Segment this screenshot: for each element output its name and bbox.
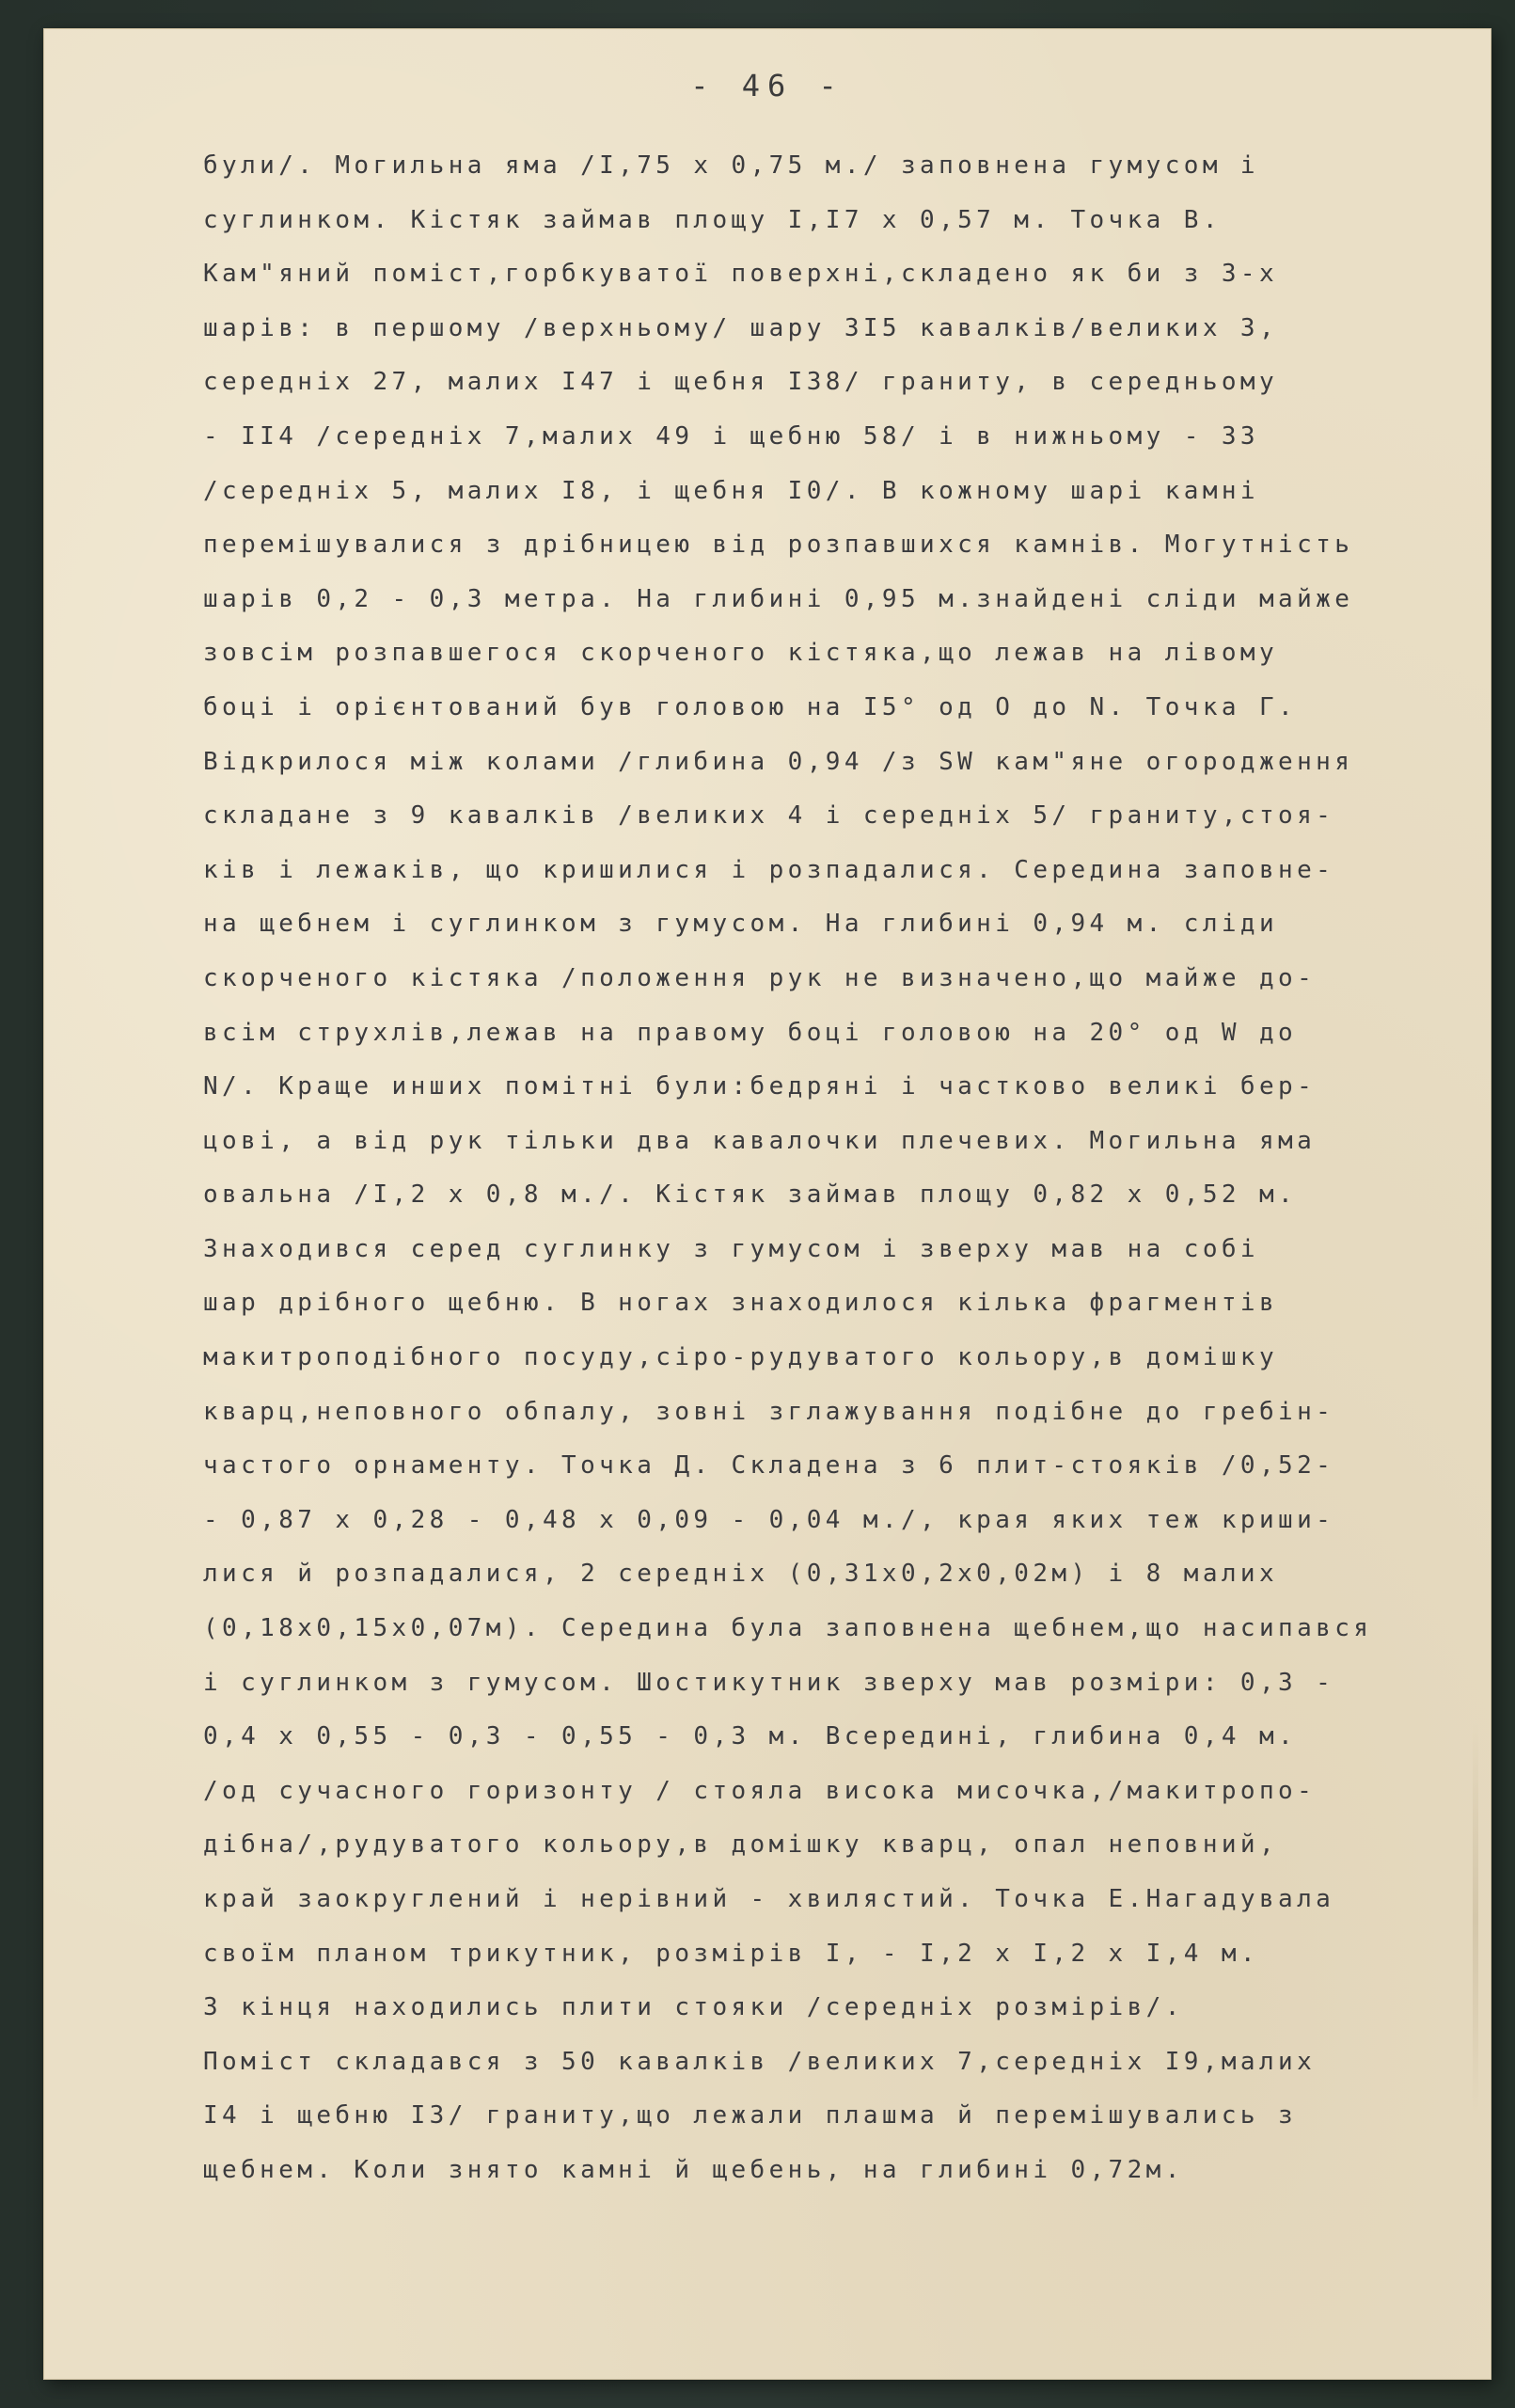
text-line: овальна /I,2 x 0,8 м./. Кістяк займав площу 0,82 x 0,52 м. xyxy=(203,1180,1298,1210)
text-line: З кінця находились плити стояки /середніх розмірів/. xyxy=(203,1993,1184,2022)
text-line: зовсім розпавшегося скорченого кістяка,що лежав на лівому xyxy=(203,639,1279,668)
text-line: Поміст складався з 50 кавалків /великих 7,середніх I9,малих xyxy=(203,2047,1317,2076)
text-line: своїм планом трикутник, розмірів I, - I,2 x I,2 x I,4 м. xyxy=(203,1939,1259,1968)
text-line: частого орнаменту. Точка Д. Складена з 6 плит-стояків /0,52- xyxy=(203,1451,1335,1481)
text-line: шарів 0,2 - 0,3 метра. На глибині 0,95 м.знайдені сліди майже xyxy=(203,584,1354,613)
text-line: 0,4 x 0,55 - 0,3 - 0,55 - 0,3 м. Всередині, глибина 0,4 м. xyxy=(203,1722,1298,1751)
text-line: ків і лежаків, що кришилися і розпадалися. Середина заповне- xyxy=(203,855,1335,884)
document-page xyxy=(43,28,1491,2380)
text-line: /середніх 5, малих I8, і щебня I0/. В кожному шарі камні xyxy=(203,476,1259,505)
text-line: - 0,87 x 0,28 - 0,48 x 0,09 - 0,04 м./, края яких теж криши- xyxy=(203,1505,1335,1534)
text-line: суглинком. Кістяк займав площу I,I7 x 0,57 м. Точка В. xyxy=(203,205,1222,234)
text-line: I4 і щебню I3/ граниту,що лежали плашма й перемішувались з xyxy=(203,2101,1298,2131)
text-line: перемішувалися з дрібницею від розпавшихся камнів. Могутність xyxy=(203,531,1354,560)
text-line: цові, а від рук тільки два кавалочки плечевих. Могильна яма xyxy=(203,1126,1317,1155)
text-line: лися й розпадалися, 2 середніх (0,31x0,2x0,02м) і 8 малих xyxy=(203,1560,1279,1589)
text-line: Кам"яний поміст,горбкуватої поверхні,складено як би з 3-х xyxy=(203,260,1279,289)
text-line: край заокруглений і нерівний - хвилястий. Точка Е.Нагадувала xyxy=(203,1885,1335,1913)
text-line: дібна/,рудуватого кольору,в домішку кварц, опал неповний, xyxy=(203,1830,1279,1860)
typewritten-text-body xyxy=(203,139,1468,2198)
text-line: (0,18x0,15x0,07м). Середина була заповнена щебнем,що насипався xyxy=(203,1614,1373,1643)
text-line: на щебнем і суглинком з гумусом. На глибині 0,94 м. сліди xyxy=(203,910,1279,939)
text-line: і суглинком з гумусом. Шостикутник зверху мав розміри: 0,3 - xyxy=(203,1668,1335,1697)
text-line: Знаходився серед суглинку з гумусом і зверху мав на собі xyxy=(203,1234,1259,1263)
text-line: боці і орієнтований був головою на I5° од O до N. Точка Г. xyxy=(203,692,1298,721)
text-line: щебнем. Коли знято камні й щебень, на глибині 0,72м. xyxy=(203,2155,1184,2184)
text-line: були/. Могильна яма /I,75 x 0,75 м./ заповнена гумусом і xyxy=(203,151,1259,180)
text-line: шар дрібного щебню. В ногах знаходилося кілька фрагментів xyxy=(203,1289,1279,1318)
text-line: - II4 /середніх 7,малих 49 і щебню 58/ і в нижньому - 33 xyxy=(203,421,1259,451)
text-line: кварц,неповного обпалу, зовні зглажування подібне до гребін- xyxy=(203,1397,1335,1426)
text-line: шарів: в першому /верхньому/ шару 3I5 кавалків/великих 3, xyxy=(203,313,1279,342)
text-line: /од сучасного горизонту / стояла висока мисочка,/макитропо- xyxy=(203,1776,1317,1805)
text-line: N/. Краще инших помітні були:бедряні і частково великі бер- xyxy=(203,1072,1317,1101)
text-line: Відкрилося між колами /глибина 0,94 /з SW кам"яне огородження xyxy=(203,747,1354,776)
text-line: макитроподібного посуду,сіро-рудуватого кольору,в домішку xyxy=(203,1343,1279,1372)
text-line: складане з 9 кавалків /великих 4 і середніх 5/ граниту,стоя- xyxy=(203,801,1335,831)
page-number: - 46 - xyxy=(690,68,844,103)
text-line: всім струхлів,лежав на правому боці головою на 20° од W до xyxy=(203,1018,1298,1047)
text-line: скорченого кістяка /положення рук не визначено,що майже до- xyxy=(203,963,1317,992)
paper-stain xyxy=(1473,1721,1478,2116)
text-line: середніх 27, малих I47 і щебня I38/ граниту, в середньому xyxy=(203,368,1279,397)
